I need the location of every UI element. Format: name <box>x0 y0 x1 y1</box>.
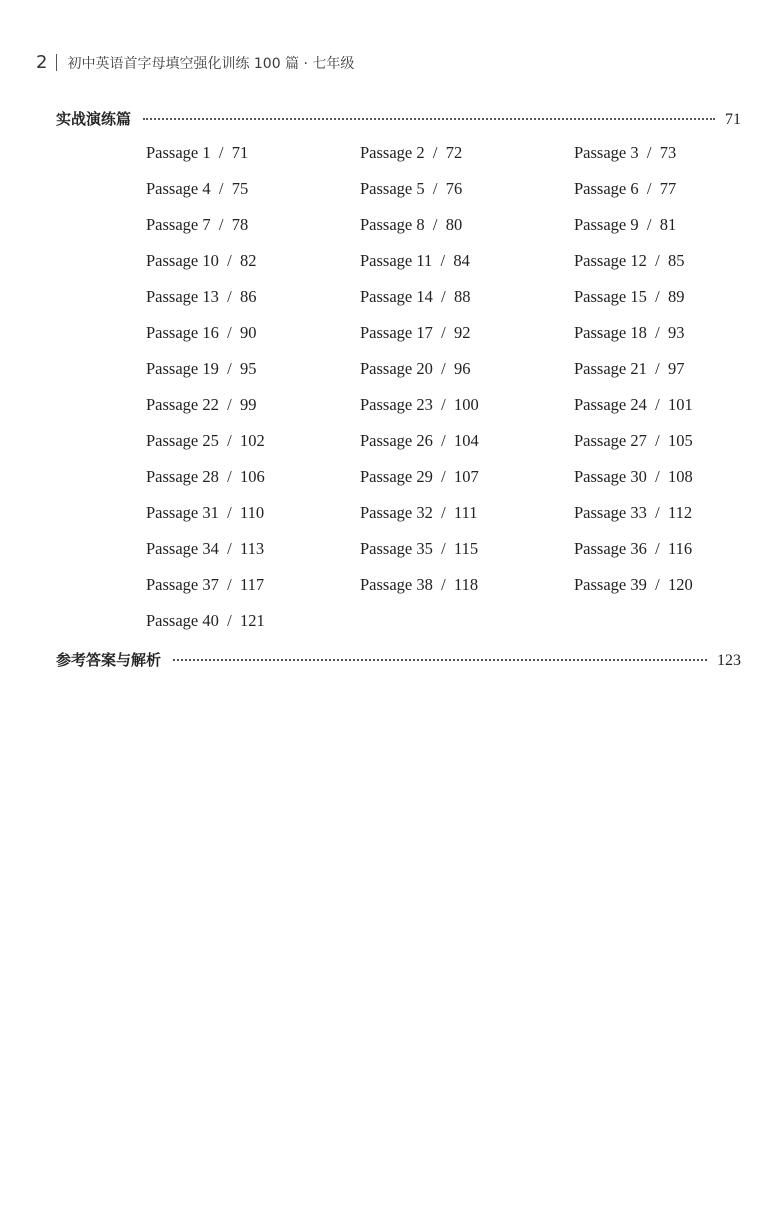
slash-separator: / <box>218 575 240 594</box>
passage-entry[interactable] <box>360 323 574 359</box>
passage-page: 120 <box>667 575 693 594</box>
slash-separator: / <box>218 395 240 414</box>
passage-name: Passage 40 <box>146 611 219 630</box>
passage-page: 82 <box>239 251 257 270</box>
passage-entry[interactable] <box>360 575 574 611</box>
passage-page: 111 <box>453 503 478 522</box>
slash-separator: / <box>424 179 446 198</box>
passage-name: Passage 6 <box>574 179 639 198</box>
passage-page: 104 <box>453 431 479 450</box>
passage-entry[interactable] <box>574 323 780 359</box>
slash-separator: / <box>424 143 446 162</box>
passage-name: Passage 37 <box>146 575 219 594</box>
passage-name: Passage 28 <box>146 467 219 486</box>
passage-page: 117 <box>239 575 265 594</box>
slash-separator: / <box>646 467 668 486</box>
passage-entry[interactable] <box>146 467 360 503</box>
passage-name: Passage 18 <box>574 323 647 342</box>
slash-separator: / <box>638 215 660 234</box>
passage-name: Passage 22 <box>146 395 219 414</box>
toc-entry-label: 实战演练篇 <box>56 110 132 128</box>
passage-entry[interactable] <box>574 467 780 503</box>
book-title: 初中英语首字母填空强化训练 100 篇 · 七年级 <box>67 55 355 72</box>
passage-page: 118 <box>453 575 479 594</box>
passage-name: Passage 26 <box>360 431 433 450</box>
passage-name: Passage 7 <box>146 215 211 234</box>
passage-name: Passage 38 <box>360 575 433 594</box>
passage-entry[interactable] <box>360 215 574 251</box>
slash-separator: / <box>646 503 668 522</box>
passage-name: Passage 39 <box>574 575 647 594</box>
passage-page: 92 <box>453 323 471 342</box>
slash-separator: / <box>432 395 454 414</box>
passage-entry[interactable] <box>146 323 360 359</box>
slash-separator: / <box>218 503 240 522</box>
slash-separator: / <box>432 323 454 342</box>
slash-separator: / <box>218 539 240 558</box>
slash-separator: / <box>210 179 232 198</box>
slash-separator: / <box>646 539 668 558</box>
passage-page: 72 <box>445 143 463 162</box>
slash-separator: / <box>646 251 668 270</box>
passage-name: Passage 32 <box>360 503 433 522</box>
passage-name: Passage 5 <box>360 179 425 198</box>
slash-separator: / <box>646 287 668 306</box>
passage-page: 90 <box>239 323 257 342</box>
passage-entry[interactable] <box>360 395 574 431</box>
passage-entry[interactable] <box>574 251 780 287</box>
passage-name: Passage 11 <box>360 251 433 270</box>
passage-name: Passage 21 <box>574 359 647 378</box>
passage-entry[interactable] <box>574 503 780 539</box>
slash-separator: / <box>218 287 240 306</box>
slash-separator: / <box>210 215 232 234</box>
passage-page: 113 <box>239 539 265 558</box>
slash-separator: / <box>218 359 240 378</box>
passage-name: Passage 8 <box>360 215 425 234</box>
passage-entry[interactable] <box>146 359 360 395</box>
passage-page: 96 <box>453 359 471 378</box>
passage-name: Passage 1 <box>146 143 211 162</box>
passage-page: 107 <box>453 467 479 486</box>
passage-page: 85 <box>667 251 685 270</box>
slash-separator: / <box>432 575 454 594</box>
passage-page: 97 <box>667 359 685 378</box>
slash-separator: / <box>218 431 240 450</box>
passage-entry[interactable] <box>574 143 780 179</box>
passage-name: Passage 15 <box>574 287 647 306</box>
passage-entry[interactable] <box>360 143 574 179</box>
passage-entry[interactable] <box>146 431 360 467</box>
passage-page: 95 <box>239 359 257 378</box>
slash-separator: / <box>218 467 240 486</box>
passage-entry[interactable] <box>146 215 360 251</box>
passage-entry[interactable] <box>574 215 780 251</box>
slash-separator: / <box>646 359 668 378</box>
passage-page: 73 <box>659 143 677 162</box>
passage-page: 86 <box>239 287 257 306</box>
passage-name: Passage 35 <box>360 539 433 558</box>
passage-page: 101 <box>667 395 693 414</box>
passage-entry[interactable] <box>146 575 360 611</box>
passage-entry[interactable] <box>146 611 360 647</box>
passage-name: Passage 3 <box>574 143 639 162</box>
slash-separator: / <box>432 431 454 450</box>
passage-name: Passage 17 <box>360 323 433 342</box>
passage-page: 112 <box>667 503 693 522</box>
passage-name: Passage 12 <box>574 251 647 270</box>
passage-page: 93 <box>667 323 685 342</box>
passage-entry[interactable] <box>146 143 360 179</box>
passage-name: Passage 34 <box>146 539 219 558</box>
page-number: 2 <box>36 52 48 73</box>
passage-page: 106 <box>239 467 265 486</box>
passage-page: 108 <box>667 467 693 486</box>
slash-separator: / <box>432 359 454 378</box>
passage-entry[interactable] <box>360 287 574 323</box>
slash-separator: / <box>424 215 446 234</box>
passage-entry[interactable] <box>146 251 360 287</box>
slash-separator: / <box>218 323 240 342</box>
passage-name: Passage 13 <box>146 287 219 306</box>
slash-separator: / <box>638 143 660 162</box>
header-divider <box>56 54 57 71</box>
passage-page: 76 <box>445 179 463 198</box>
slash-separator: / <box>432 287 454 306</box>
passage-entry[interactable] <box>574 575 780 611</box>
passage-page: 99 <box>239 395 257 414</box>
passage-page: 121 <box>239 611 265 630</box>
passage-name: Passage 4 <box>146 179 211 198</box>
passage-entry[interactable] <box>574 179 780 215</box>
passage-entry[interactable] <box>574 287 780 323</box>
passage-name: Passage 2 <box>360 143 425 162</box>
passage-page: 77 <box>659 179 677 198</box>
slash-separator: / <box>218 611 240 630</box>
passage-page: 100 <box>453 395 479 414</box>
page-header <box>36 52 354 73</box>
passage-entry[interactable] <box>146 287 360 323</box>
passage-page: 84 <box>453 251 470 270</box>
passage-name: Passage 16 <box>146 323 219 342</box>
toc-entry-practice[interactable] <box>56 108 741 129</box>
passage-name: Passage 24 <box>574 395 647 414</box>
passage-entry[interactable] <box>360 359 574 395</box>
passage-entry[interactable] <box>146 395 360 431</box>
passage-name: Passage 9 <box>574 215 639 234</box>
passage-entry[interactable] <box>146 539 360 575</box>
passage-entry[interactable] <box>360 539 574 575</box>
passage-page: 102 <box>239 431 265 450</box>
passage-page: 81 <box>659 215 677 234</box>
passage-entry[interactable] <box>360 431 574 467</box>
toc-entry-label: 参考答案与解析 <box>56 651 162 669</box>
slash-separator: / <box>432 251 454 270</box>
passage-page: 80 <box>445 215 463 234</box>
slash-separator: / <box>432 467 454 486</box>
passage-name: Passage 19 <box>146 359 219 378</box>
passage-page: 88 <box>453 287 471 306</box>
passage-name: Passage 30 <box>574 467 647 486</box>
passage-name: Passage 33 <box>574 503 647 522</box>
passage-page: 110 <box>239 503 265 522</box>
passage-entry[interactable] <box>360 467 574 503</box>
passage-entry[interactable] <box>360 179 574 215</box>
passage-entry[interactable] <box>574 431 780 467</box>
passage-name: Passage 29 <box>360 467 433 486</box>
passage-name: Passage 14 <box>360 287 433 306</box>
passage-name: Passage 23 <box>360 395 433 414</box>
passage-name: Passage 10 <box>146 251 219 270</box>
passage-name: Passage 20 <box>360 359 433 378</box>
passage-entry[interactable] <box>360 251 574 287</box>
slash-separator: / <box>432 539 454 558</box>
passage-page: 105 <box>667 431 693 450</box>
passage-entry[interactable] <box>574 539 780 575</box>
passage-page: 71 <box>231 143 249 162</box>
leader-dots <box>143 118 715 120</box>
slash-separator: / <box>432 503 454 522</box>
passage-page: 89 <box>667 287 685 306</box>
passage-page: 115 <box>453 539 479 558</box>
passage-entry[interactable] <box>574 359 780 395</box>
passage-page: 78 <box>231 215 249 234</box>
slash-separator: / <box>646 431 668 450</box>
slash-separator: / <box>646 395 668 414</box>
passage-list <box>146 143 780 647</box>
toc-entry-page: 123 <box>717 652 741 669</box>
passage-name: Passage 36 <box>574 539 647 558</box>
passage-entry[interactable] <box>146 179 360 215</box>
passage-entry[interactable] <box>360 503 574 539</box>
passage-name: Passage 27 <box>574 431 647 450</box>
toc-entry-page: 71 <box>725 111 741 128</box>
slash-separator: / <box>646 575 668 594</box>
passage-name: Passage 31 <box>146 503 219 522</box>
passage-entry[interactable] <box>574 395 780 431</box>
passage-name: Passage 25 <box>146 431 219 450</box>
toc-entry-answers[interactable] <box>56 649 741 670</box>
slash-separator: / <box>638 179 660 198</box>
slash-separator: / <box>210 143 232 162</box>
passage-page: 75 <box>231 179 249 198</box>
slash-separator: / <box>218 251 240 270</box>
leader-dots <box>173 659 707 661</box>
passage-page: 116 <box>667 539 693 558</box>
slash-separator: / <box>646 323 668 342</box>
passage-entry[interactable] <box>146 503 360 539</box>
